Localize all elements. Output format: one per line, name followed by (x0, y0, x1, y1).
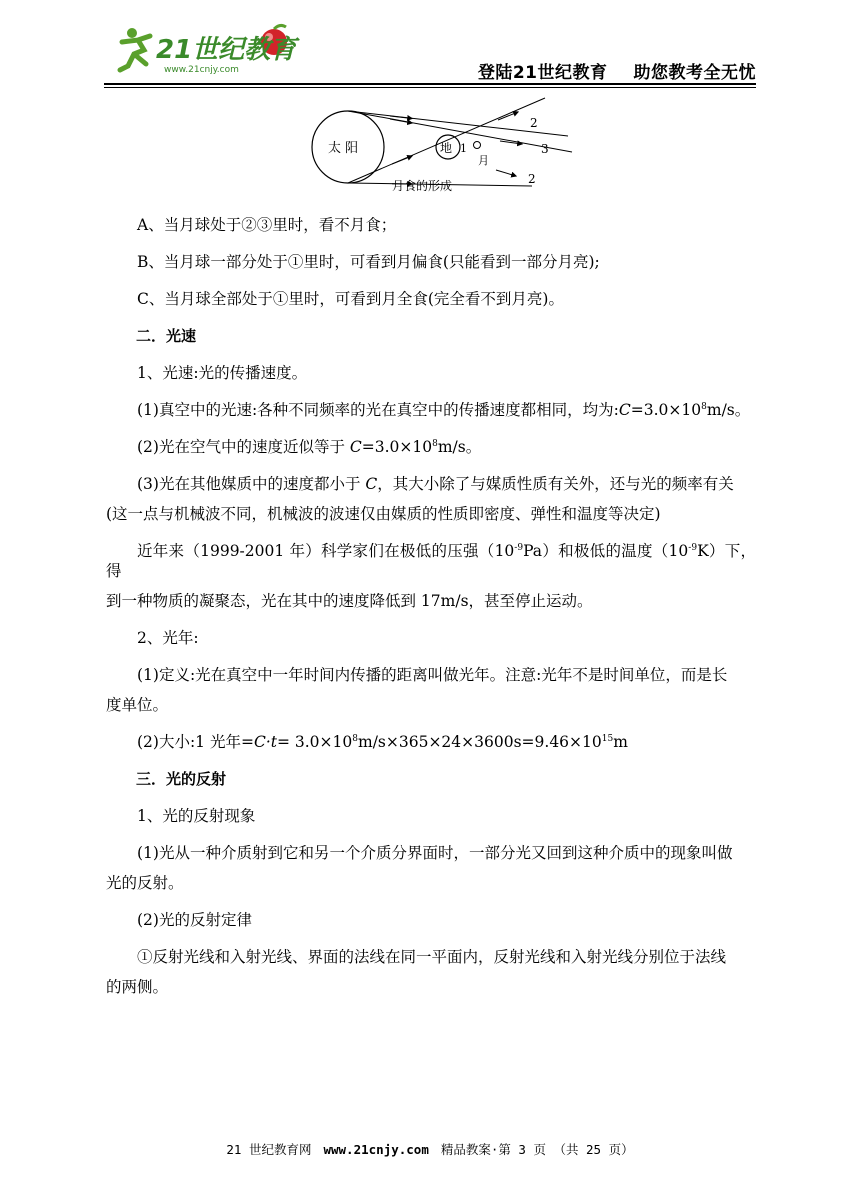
header-title-right: 助您教考全无忧 (633, 63, 756, 83)
lunar-eclipse-diagram (300, 92, 590, 202)
para-lightyear-size: (2)大小:1 光年$=C\cdot t= 3.0\times 10^8m/s\times 365\times 24\times 3600s=9.46\times 10^{15}m$ (137, 733, 628, 751)
moon-circle (474, 142, 481, 149)
footer-site: 21 世纪教育网 (226, 1142, 312, 1157)
header-title (478, 58, 756, 83)
para-reflection-law-1: ①反射光线和入射光线、界面的法线在同一平面内，反射光线和入射光线分别位于法线 的两侧。 (106, 948, 727, 996)
header-rule-thick (104, 83, 756, 85)
ray-bottom-outer (348, 98, 545, 183)
para-vacuum-speed: (1)真空中的光速:各种不同频率的光在真空中的传播速度都相同，均为$:C=3.0\times 10^8m/s$。 (137, 401, 751, 419)
para-reflection-law: (2)光的反射定律 (137, 911, 252, 929)
para-c: C、当月球全部处于①里时，可看到月全食(完全看不到月亮)。 (137, 290, 564, 308)
moon-label: 月 (478, 154, 489, 167)
para-recent-research: 近年来（1999-2001 年）科学家们在极低的压强$(10^{-9}Pa)$和极低的温度$(10^{-9}K)$下，得 到一种物质的凝聚态，光在其中的速度降低到 17m/s，甚至停止运动。 (106, 542, 756, 610)
region-1-label: 1 (460, 142, 467, 155)
ray-arrow-3 (392, 156, 412, 164)
footer-url[interactable]: www.21cnjy.com (323, 1142, 429, 1157)
svg-text:21世纪教育: 21世纪教育 (156, 35, 297, 65)
earth-label: 地 (440, 141, 453, 155)
header-rule-thin (104, 87, 756, 88)
sun-label: 太 阳 (328, 141, 359, 156)
header-title-left: 登陆21世纪教育 (477, 63, 608, 83)
page-footer (0, 1140, 860, 1158)
logo-21cnjy (104, 20, 304, 80)
ray-arrow-1 (390, 119, 412, 123)
section-heading-2: 二．光速 (136, 327, 197, 345)
ray-arrow-2 (390, 116, 412, 119)
subsection-reflection: 1、光的反射现象 (137, 807, 256, 825)
region-2-top-label: 2 (530, 116, 538, 130)
section-heading-3: 三．光的反射 (136, 770, 227, 788)
diagram-caption: 月食的形成 (392, 179, 453, 193)
para-lightyear-definition: (1)定义:光在真空中一年时间内传播的距离叫做光年。注意:光年不是时间单位，而是长 度单位。 (106, 666, 728, 714)
page-header (104, 20, 756, 84)
region-3-label: 3 (541, 142, 549, 156)
para-air-speed: (2)光在空气中的速度近似等于 $C=3.0\times 10^8m/s$。 (137, 438, 482, 456)
para-reflection-definition: (1)光从一种介质射到它和另一个介质分界面时，一部分光又回到这种介质中的现象叫做 光的反射。 (106, 844, 733, 892)
para-a: A、当月球处于②③里时，看不月食； (137, 216, 397, 234)
ray-arrow-7 (498, 112, 518, 120)
para-b: B、当月球一部分处于①里时，可看到月偏食(只能看到一部分月亮); (137, 253, 600, 271)
footer-page-info: 精品教案·第 3 页 （共 25 页） (440, 1142, 634, 1157)
svg-text:www.21cnjy.com: www.21cnjy.com (164, 65, 239, 75)
document-body (106, 215, 756, 1014)
subsection-1: 1、光速:光的传播速度。 (137, 364, 308, 382)
para-medium-speed: (3)光在其他媒质中的速度都小于 C，其大小除了与媒质性质有关外，还与光的频率有关 (这一点与机械波不同，机械波的波速仅由媒质的性质即密度、弹性和温度等决定) (106, 475, 734, 523)
ray-arrow-6 (496, 170, 516, 176)
region-2-bottom-label: 2 (528, 172, 536, 186)
subsection-2: 2、光年: (137, 629, 199, 647)
